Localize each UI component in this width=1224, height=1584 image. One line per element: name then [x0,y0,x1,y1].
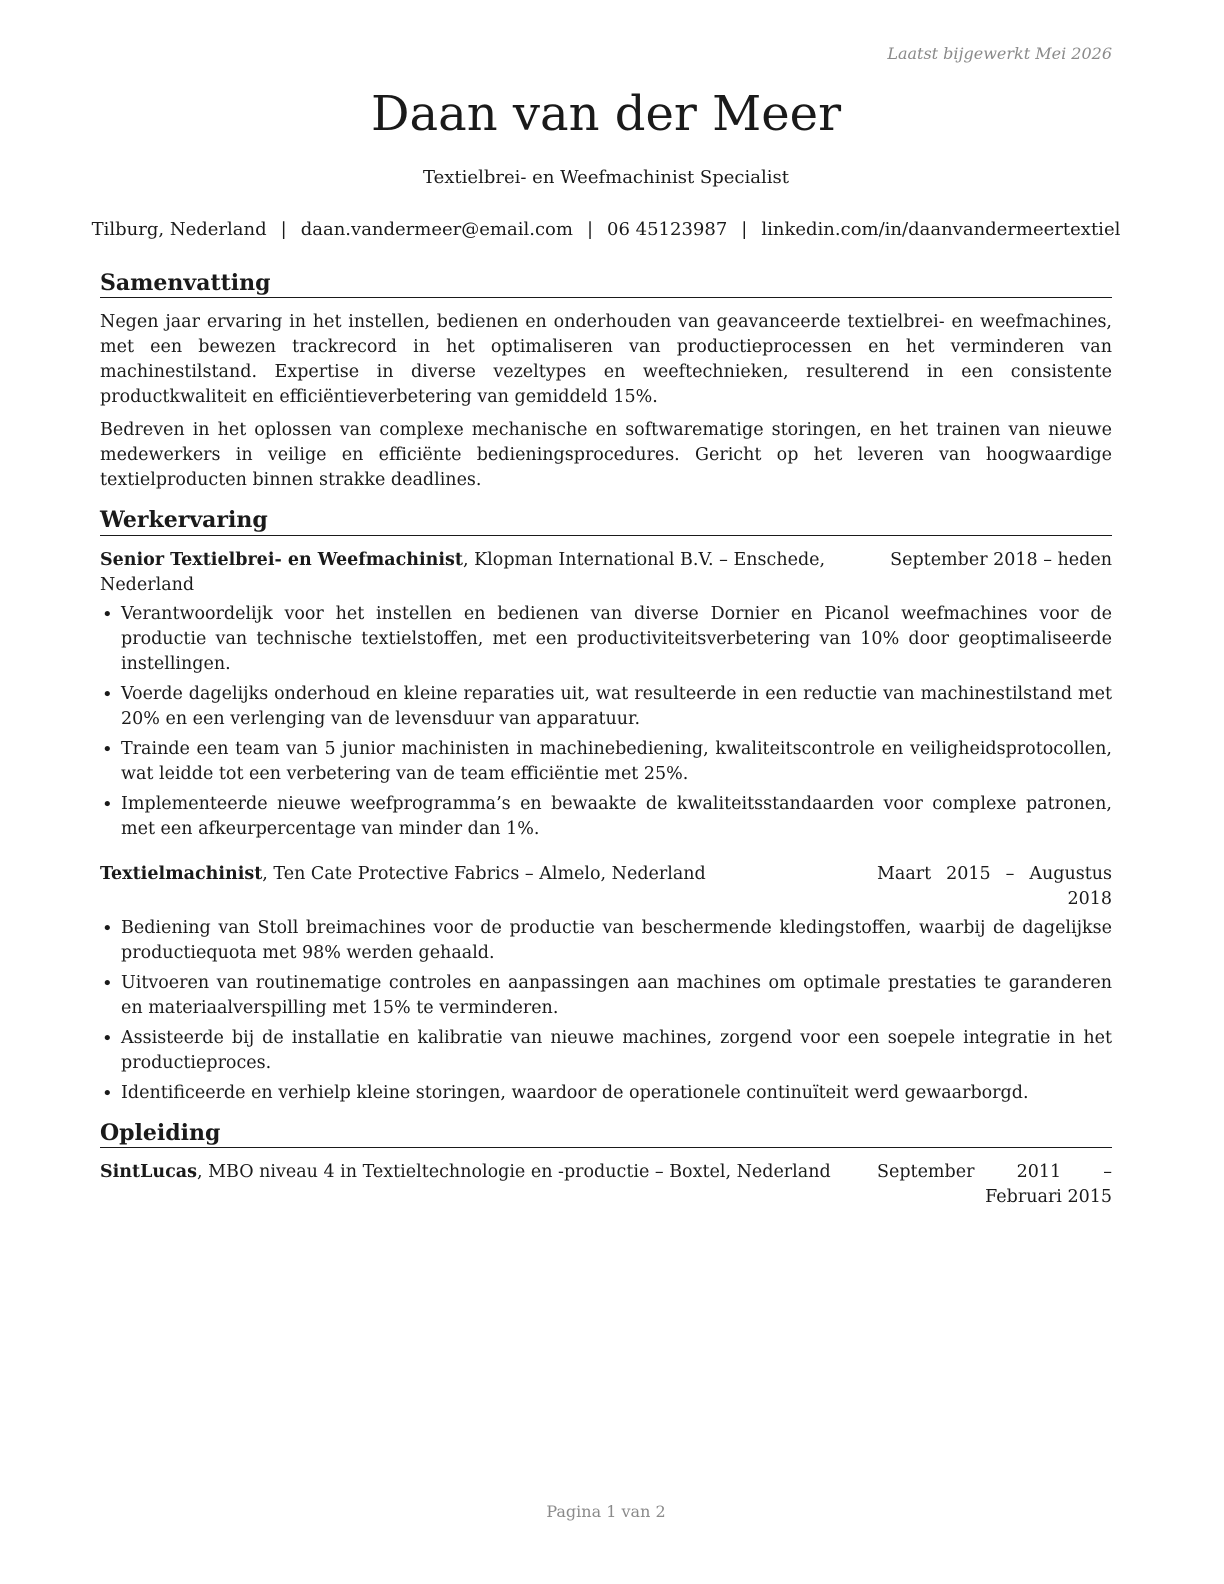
job-header [100,548,1112,598]
contact-email[interactable]: daan.vandermeer@email.com [300,219,573,240]
candidate-title: Textielbrei- en Weefmachinist Specialist [423,167,789,188]
job-role: Senior Textielbrei- en Weefmachinist [100,549,463,570]
job-bullets [100,602,1112,842]
education-heading: Opleiding [100,1120,1112,1148]
experience-section [100,507,1112,1105]
job-bullet: • Implementeerde nieuwe weefprogramma’s en bewaakte de kwaliteitsstandaarden voor complexe patronen, met een afkeurpercentage van minder dan 1%. [100,792,1112,842]
resume-page [91,0,1121,1584]
resume-content [100,270,1112,1224]
education-section [100,1120,1112,1210]
job-bullet: • Verantwoordelijk voor het instellen en bedienen van diverse Dornier en Picanol weefmachines voor de productie van technische textielstoffen, met een productiviteitsverbetering van 10% door geoptimaliseerde instellingen. [100,602,1112,677]
contact-separator: | [280,219,287,240]
summary-heading: Samenvatting [100,270,1112,298]
summary-section [100,270,1112,493]
last-updated-note: Laatst bijgewerkt Mei 2026 [887,44,1112,63]
job-employer: , Klopman International B.V. – Enschede, Nederland [100,549,826,595]
contact-separator: | [741,219,748,240]
job-bullet: • Assisteerde bij de installatie en kalibratie van nieuwe machines, zorgend voor een soepele integratie in het productieproces. [100,1026,1112,1076]
job-employer: , Ten Cate Protective Fabrics – Almelo, Nederland [262,863,706,884]
job-dates: September 2018 – heden [890,549,1112,570]
job-bullet: • Identificeerde en verhielp kleine storingen, waardoor de operationele continuïteit werd gewaarborgd. [100,1081,1112,1106]
education-entry [100,1160,1112,1210]
job-bullet: • Uitvoeren van routinematige controles en aanpassingen aan machines om optimale prestaties te garanderen en materiaalverspilling met 15% te verminderen. [100,971,1112,1021]
summary-paragraph: Bedreven in het oplossen van complexe mechanische en softwarematige storingen, en het trainen van nieuwe medewerkers in veilige en efficiënte bedieningsprocedures. Gericht op het leveren van hoogwaardige textielproducten binnen strakke deadlines. [100,420,1112,491]
candidate-name: Daan van der Meer [370,86,842,142]
page-indicator: Pagina 1 van 2 [546,1502,666,1521]
job-bullet: • Trainde een team van 5 junior machinisten in machinebediening, kwaliteitscontrole en veiligheidsprotocollen, wat leidde tot een verbetering van de team efficiëntie met 25%. [100,737,1112,787]
contact-phone: 06 45123987 [607,219,728,240]
job-header [100,862,1112,912]
education-title-line [100,1160,877,1210]
job-title-line [100,862,877,912]
education-school: SintLucas [100,1162,197,1183]
job-role: Textielmachinist [100,863,263,884]
summary-paragraph: Negen jaar ervaring in het instellen, bedienen en onderhouden van geavanceerde textielbrei- en weefmachines, met een bewezen trackrecord in het optimaliseren van productieprocessen en het verminderen van machinestilstand. Expertise in diverse vezeltypes en weeftechnieken, resulterend in een consistente productkwaliteit en efficiëntieverbetering van gemiddeld 15%. [100,312,1112,408]
job-dates: Maart 2015 – Augustus 2018 [877,863,1112,909]
education-dates: September 2011 – Februari 2015 [877,1162,1112,1208]
job-bullets [100,916,1112,1106]
contact-linkedin[interactable]: linkedin.com/in/daanvandermeertextiel [761,219,1121,240]
job-title-line [100,548,890,598]
job-bullet: • Voerde dagelijks onderhoud en kleine reparaties uit, wat resulteerde in een reductie van machinestilstand met 20% en een verlenging van de levensduur van apparatuur. [100,682,1112,732]
experience-heading: Werkervaring [100,507,1112,535]
contact-line [90,219,1122,240]
contact-separator: | [586,219,594,240]
contact-location: Tilburg, Nederland [91,219,267,240]
education-details: , MBO niveau 4 in Textieltechnologie en -productie – Boxtel, Nederland [196,1162,831,1183]
job-bullet: • Bediening van Stoll breimachines voor de productie van beschermende kledingstoffen, waarbij de dagelijkse productiequota met 98% werden gehaald. [100,916,1112,966]
